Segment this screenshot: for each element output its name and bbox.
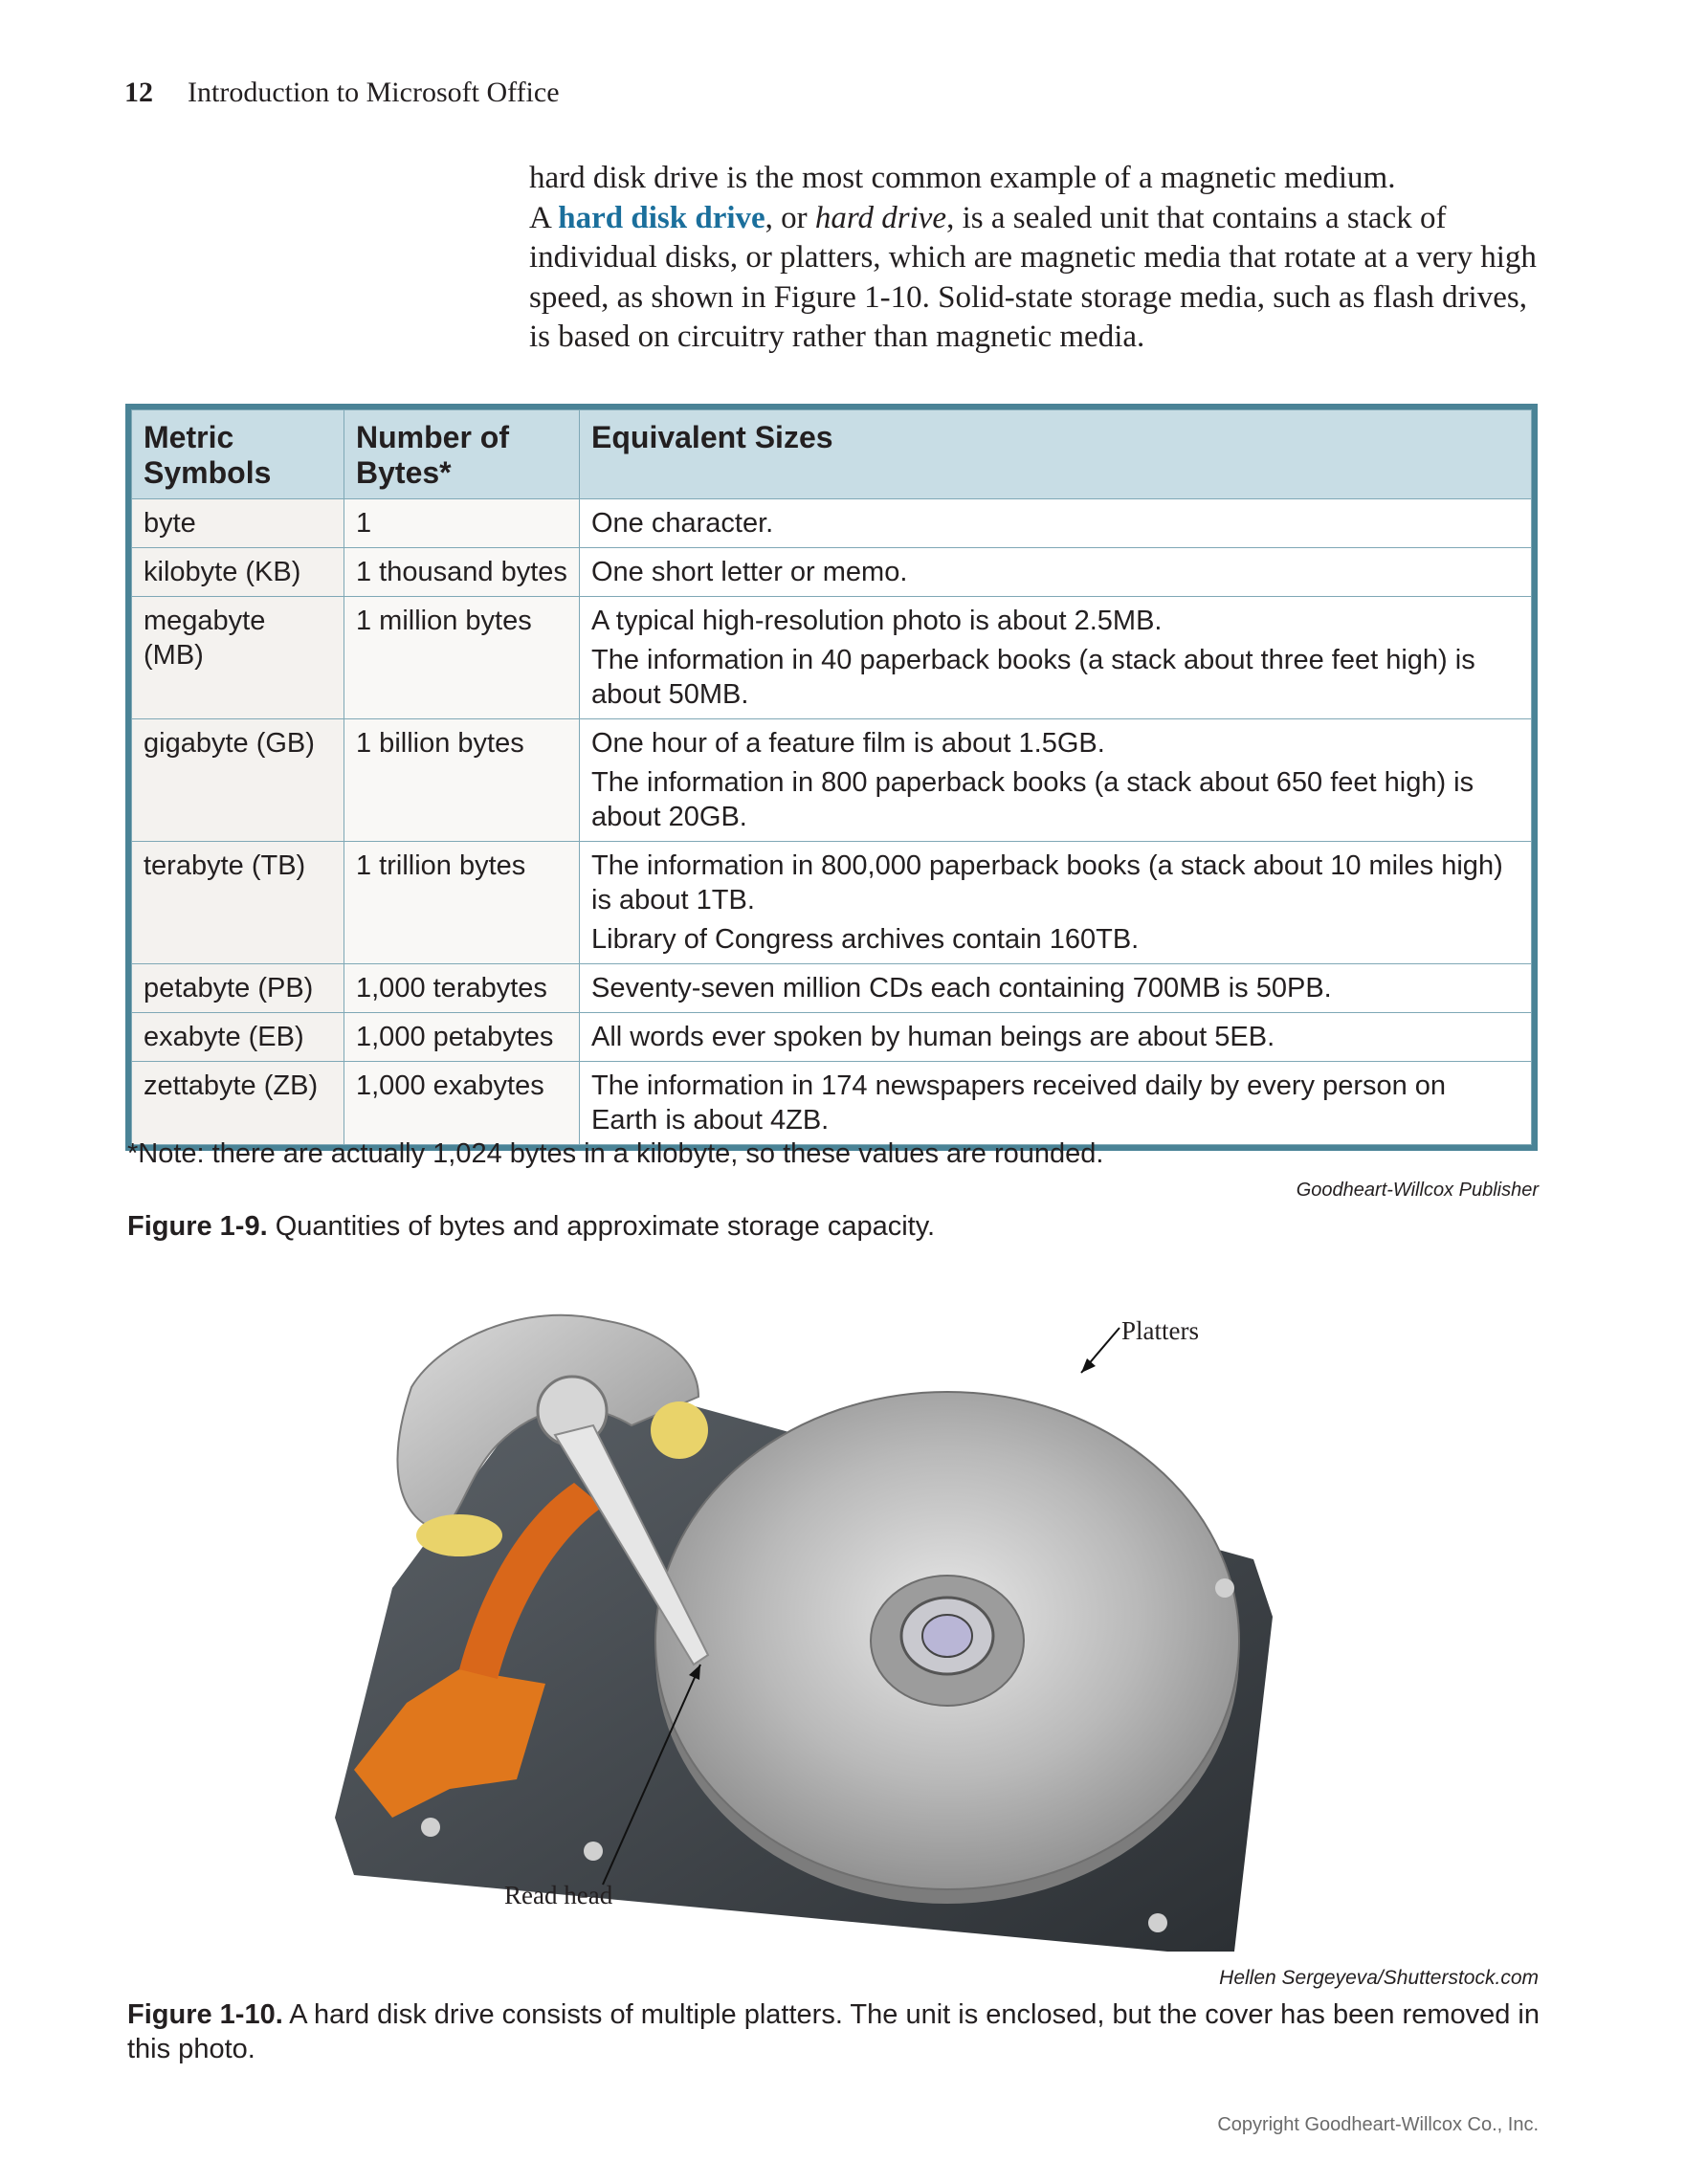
header-number-of-bytes [344, 410, 580, 499]
cell-sizes [580, 842, 1532, 964]
table-row [132, 1062, 1532, 1145]
cell-sizes [580, 964, 1532, 1013]
size-text: The information in 800,000 paperback books (a stack about 10 miles high) is about 1TB. [591, 850, 1503, 916]
copyright-notice: Copyright Goodheart-Willcox Co., Inc. [1217, 2114, 1539, 2135]
cell-symbol: megabyte (MB) [132, 597, 344, 719]
cell-bytes: 1 [344, 499, 580, 548]
cell-symbol: exabyte (EB) [132, 1013, 344, 1062]
cell-symbol: kilobyte (KB) [132, 548, 344, 597]
table-row [132, 842, 1532, 964]
size-text: One short letter or memo. [591, 557, 908, 587]
figure-number: Figure 1-9. [127, 1211, 268, 1242]
cell-sizes [580, 1013, 1532, 1062]
caption-text: Quantities of bytes and approximate storage capacity. [267, 1211, 936, 1242]
table-row [132, 499, 1532, 548]
platters-label: Platters [1121, 1316, 1199, 1345]
size-text: A typical high-resolution photo is about 2.5MB. [591, 606, 1163, 636]
header-text: Bytes* [356, 455, 452, 490]
cell-bytes: 1 billion bytes [344, 719, 580, 842]
size-text: The information in 800 paperback books (a stack about 650 feet high) is about 20GB. [591, 767, 1474, 832]
cell-bytes: 1,000 terabytes [344, 964, 580, 1013]
size-text: The information in 174 newspapers received daily by every person on Earth is about 4ZB. [591, 1070, 1447, 1136]
table-row [132, 1013, 1532, 1062]
running-title: Introduction to Microsoft Office [188, 77, 560, 108]
cell-sizes [580, 548, 1532, 597]
cell-bytes: 1,000 exabytes [344, 1062, 580, 1145]
cell-symbol: terabyte (TB) [132, 842, 344, 964]
cell-bytes: 1 trillion bytes [344, 842, 580, 964]
cell-symbol: byte [132, 499, 344, 548]
italic-term: hard drive [814, 200, 947, 235]
hard-drive-photo [316, 1282, 1368, 1952]
bytes-table [125, 404, 1538, 1151]
intro-text-b: , or [765, 200, 815, 235]
table-row [132, 964, 1532, 1013]
header-text: Metric [144, 420, 234, 454]
cell-bytes: 1,000 petabytes [344, 1013, 580, 1062]
intro-text-c: , is a sealed unit that contains a stack of individual disks, or platters, which are magnetic media that rotate at a very high speed, as shown in Figure 1-10. Solid-state storage media, such as flash drives, is based on circuitry rather than magnetic media. [529, 200, 1537, 354]
header-text: Number of [356, 420, 509, 454]
caption-text: A hard disk drive consists of multiple platters. The unit is enclosed, but the cover has been removed in this photo. [127, 1999, 1541, 2064]
table-footnote: *Note: there are actually 1,024 bytes in a kilobyte, so these values are rounded. [127, 1138, 1104, 1169]
size-text: Seventy-seven million CDs each containing 700MB is 50PB. [591, 973, 1332, 1004]
table-row [132, 719, 1532, 842]
figure-caption [127, 1997, 1543, 2066]
figure-credit: Goodheart-Willcox Publisher [1296, 1180, 1539, 1201]
cell-symbol: gigabyte (GB) [132, 719, 344, 842]
size-text: All words ever spoken by human beings are about 5EB. [591, 1022, 1275, 1052]
cell-bytes: 1 thousand bytes [344, 548, 580, 597]
size-text: The information in 40 paperback books (a stack about three feet high) is about 50MB. [591, 645, 1475, 710]
figure-number: Figure 1-10. [127, 1999, 283, 2030]
cell-symbol: petabyte (PB) [132, 964, 344, 1013]
figure-caption [127, 1211, 935, 1243]
read-head-label: Read head [504, 1881, 613, 1909]
intro-text-a: A [529, 200, 559, 235]
table-header-row [132, 410, 1532, 499]
cell-sizes [580, 597, 1532, 719]
key-term: hard disk drive [558, 200, 765, 235]
page-number: 12 [124, 77, 153, 108]
running-header [124, 77, 560, 109]
cell-symbol: zettabyte (ZB) [132, 1062, 344, 1145]
table-row [132, 597, 1532, 719]
size-text: Library of Congress archives contain 160TB. [591, 924, 1140, 955]
header-text: Symbols [144, 455, 272, 490]
header-equivalent-sizes: Equivalent Sizes [580, 410, 1532, 499]
cell-bytes: 1 million bytes [344, 597, 580, 719]
cell-sizes [580, 1062, 1532, 1145]
intro-paragraph [529, 159, 1543, 358]
photo-credit: Hellen Sergeyeva/Shutterstock.com [1219, 1967, 1539, 1989]
table-row [132, 548, 1532, 597]
cell-sizes [580, 719, 1532, 842]
intro-line-1: hard disk drive is the most common example of a magnetic medium. [529, 161, 1396, 195]
size-text: One character. [591, 508, 774, 539]
size-text: One hour of a feature film is about 1.5GB. [591, 728, 1105, 759]
cell-sizes [580, 499, 1532, 548]
header-metric-symbols [132, 410, 344, 499]
